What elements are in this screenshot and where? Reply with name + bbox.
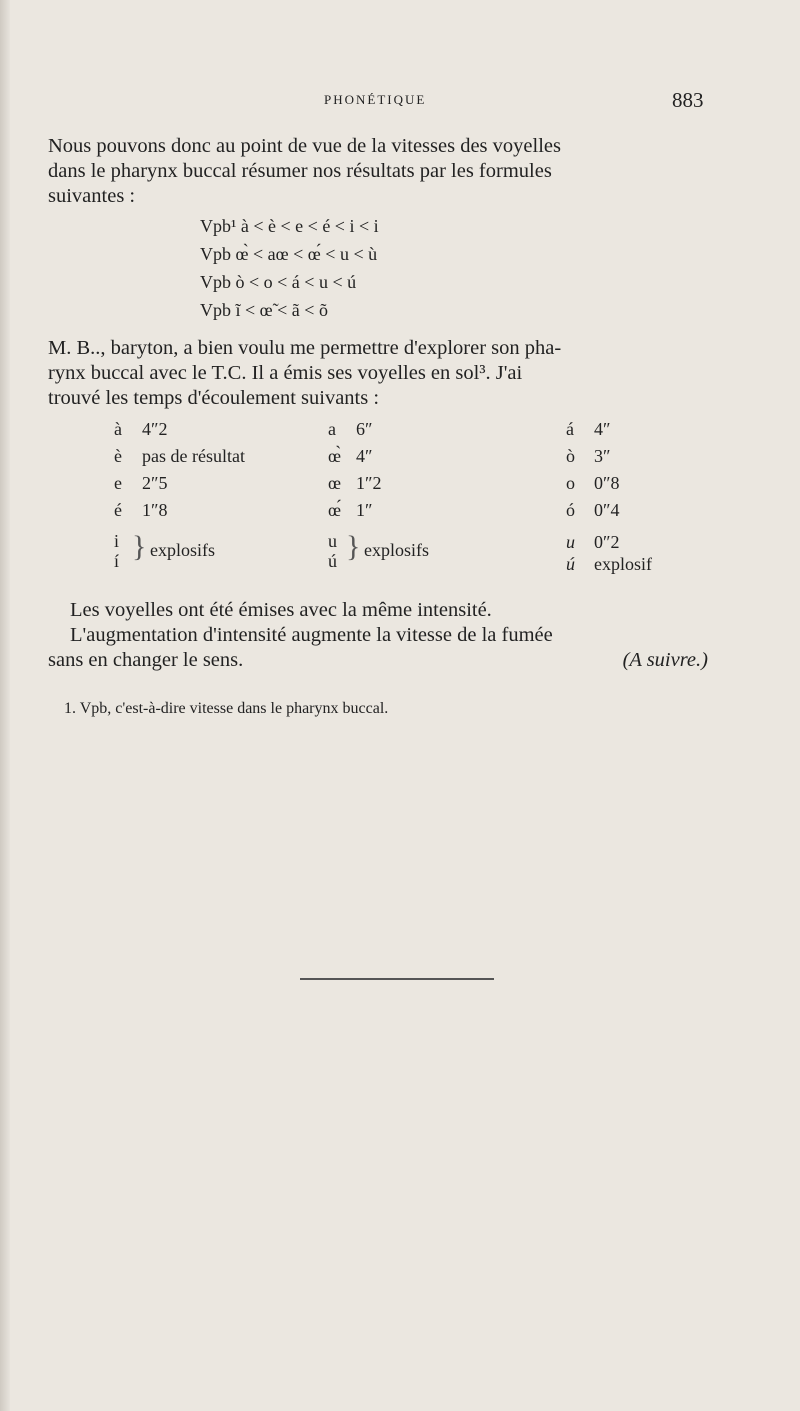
formula-line: Vpb ĩ < œ̃ < ã < õ — [200, 300, 328, 320]
mb-line: trouvé les temps d'écoulement suivants : — [48, 387, 380, 409]
explosive-rows: u 0″2 ú explosif — [566, 532, 652, 574]
closing-line — [48, 648, 708, 673]
mb-paragraph — [48, 336, 708, 411]
explosive-vowels: i í — [114, 531, 120, 571]
timing-row: é 1″8 — [114, 500, 168, 520]
formula-line: Vpb¹ à < è < e < é < i < i — [200, 216, 379, 236]
explosive-vowels: u ú — [328, 531, 337, 571]
timing-row: è pas de résultat — [114, 446, 245, 466]
timing-row: à 4″2 — [114, 419, 168, 439]
brace-symbol: } — [346, 530, 361, 563]
closing-paragraph — [48, 598, 708, 673]
explosive-label: explosifs — [364, 540, 429, 560]
timing-row: a 6″ — [328, 419, 373, 439]
timing-row: o 0″8 — [566, 473, 620, 493]
footnote: 1. Vpb, c'est-à-dire vitesse dans le pharynx buccal. — [64, 700, 389, 717]
a-suivre: (A suivre.) — [622, 649, 708, 671]
intro-line: Nous pouvons donc au point de vue de la vitesses des voyelles — [48, 135, 561, 157]
mb-line: rynx buccal avec le T.C. Il a émis ses voyelles en sol³. J'ai — [48, 362, 523, 384]
explosive-label: explosifs — [150, 540, 215, 560]
intro-line: dans le pharynx buccal résumer nos résultats par les formules — [48, 160, 552, 182]
closing-line: Les voyelles ont été émises avec la même intensité. — [70, 599, 492, 621]
running-head: PHONÉTIQUE — [324, 92, 427, 107]
timing-row: á 4″ — [566, 419, 611, 439]
timing-row: e 2″5 — [114, 473, 168, 493]
intro-line: suivantes : — [48, 185, 136, 207]
end-rule — [300, 978, 494, 980]
formula-line: Vpb œ̀ < aœ < œ́ < u < ù — [200, 244, 378, 264]
timing-row: œ̀ 4″ — [328, 446, 373, 466]
mb-line: M. B.., baryton, a bien voulu me permettre d'explorer son pha- — [48, 337, 562, 359]
timing-row: ò 3″ — [566, 446, 611, 466]
page-header — [0, 88, 800, 114]
book-binding-edge — [0, 0, 10, 1411]
formula-block — [200, 212, 379, 324]
timing-row: œ́ 1″ — [328, 500, 373, 520]
brace-symbol: } — [132, 530, 147, 563]
intro-paragraph — [48, 134, 708, 209]
closing-line: L'augmentation d'intensité augmente la vitesse de la fumée — [70, 624, 553, 646]
page-number: 883 — [672, 88, 704, 112]
timing-row: ó 0″4 — [566, 500, 620, 520]
formula-line: Vpb ò < o < á < u < ú — [200, 272, 357, 292]
timing-row: œ 1″2 — [328, 473, 382, 493]
closing-text: sans en changer le sens. — [48, 649, 244, 671]
